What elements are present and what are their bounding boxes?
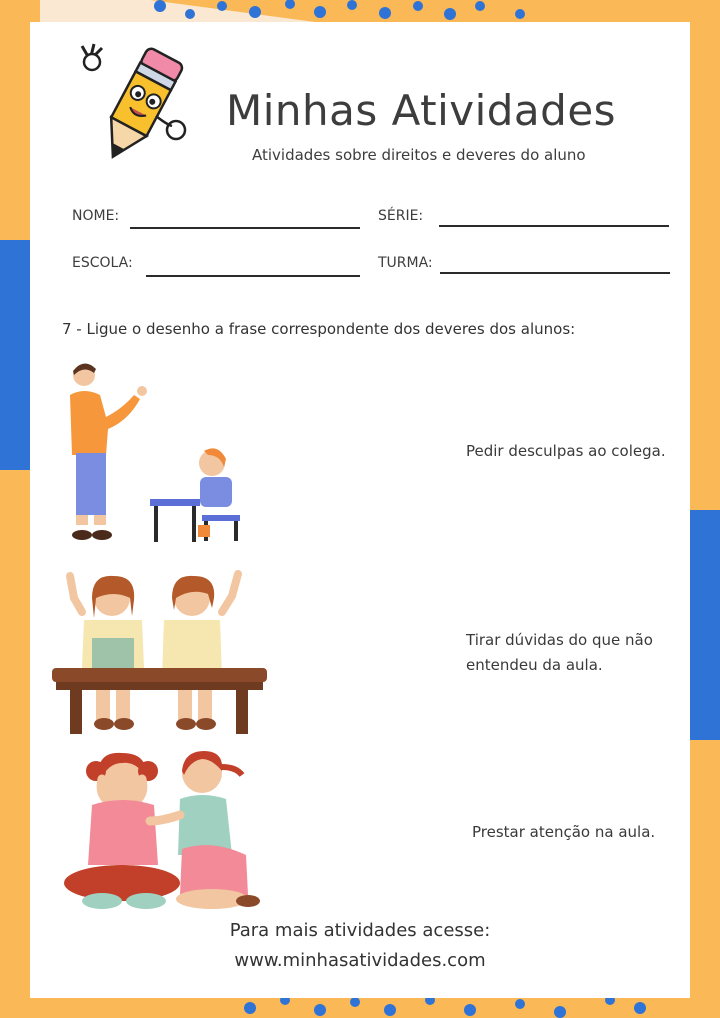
phrase-line: Tirar dúvidas do que não bbox=[466, 631, 653, 649]
teacher-and-student-icon bbox=[62, 355, 262, 545]
phrase-line: Pedir desculpas ao colega. bbox=[466, 442, 666, 460]
phrase-item-2 bbox=[466, 628, 653, 678]
students-raising-hands-icon bbox=[52, 568, 267, 738]
footer-link[interactable]: www.minhasatividades.com bbox=[234, 950, 486, 971]
phrase-item-3 bbox=[472, 820, 655, 845]
page-subtitle: Atividades sobre direitos e deveres do aluno bbox=[252, 146, 586, 164]
serie-label: SÉRIE: bbox=[378, 208, 424, 224]
nome-label: NOME: bbox=[72, 208, 120, 224]
footer-text: Para mais atividades acesse: bbox=[229, 920, 491, 941]
children-comforting-icon bbox=[62, 745, 272, 915]
turma-field[interactable] bbox=[440, 272, 670, 274]
pencil-mascot-icon bbox=[72, 40, 202, 170]
question-text: 7 - Ligue o desenho a frase correspondente dos deveres dos alunos: bbox=[62, 320, 576, 338]
nome-field[interactable] bbox=[130, 227, 360, 229]
turma-label: TURMA: bbox=[378, 255, 433, 271]
phrase-line: Prestar atenção na aula. bbox=[472, 823, 656, 841]
page-title: Minhas Atividades bbox=[226, 86, 617, 135]
escola-label: ESCOLA: bbox=[72, 255, 133, 271]
phrase-item-1 bbox=[466, 439, 666, 464]
escola-field[interactable] bbox=[146, 275, 360, 277]
serie-field[interactable] bbox=[439, 225, 669, 227]
phrase-line: entendeu da aula. bbox=[466, 656, 603, 674]
